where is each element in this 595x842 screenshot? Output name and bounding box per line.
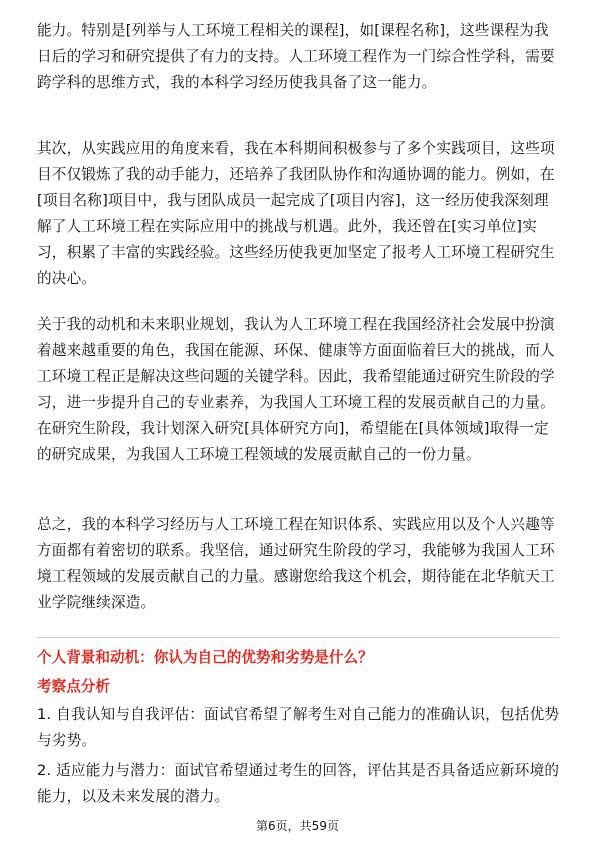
analysis-item-1: 1. 自我认知与自我评估：面试官希望了解考生对自己能力的准确认识，包括优势与劣势。 — [37, 706, 560, 749]
section-divider — [37, 637, 559, 638]
page-footer: 第6页，共59页 — [256, 819, 339, 833]
analysis-heading: 考察点分析 — [37, 678, 110, 695]
interview-question: 个人背景和动机：你认为自己的优势和劣势是什么？ — [37, 649, 373, 666]
paragraph-2: 其次，从实践应用的角度来看，我在本科期间积极参与了多个实践项目，这些项目不仅锻炼了我的动手能力，还培养了我团队协作和沟通协调的能力。例如，在[项目名称]项目中，我与团队成员一起完成了[项目内容]，这一经历使我深刻理解了人工环境工程在实际应用中的挑战与机遇。此外，我还曾在[实习单位]实习，积累了丰富的实践经验。这些经历使我更加坚定了报考人工环境工程研究生的决心。 — [37, 140, 555, 287]
paragraph-4: 总之，我的本科学习经历与人工环境工程在知识体系、实践应用以及个人兴趣等方面都有着密切的联系。我坚信，通过研究生阶段的学习，我能够为我国人工环境工程领域的发展贡献自己的力量。感谢您给我这个机会，期待能在北华航天工业学院继续深造。 — [37, 516, 555, 611]
analysis-item-2: 2. 适应能力与潜力：面试官希望通过考生的回答，评估其是否具备适应新环境的能力，以及未来发展的潜力。 — [37, 762, 560, 805]
paragraph-3: 关于我的动机和未来职业规划，我认为人工环境工程在我国经济社会发展中扮演着越来越重要的角色，我国在能源、环保、健康等方面面临着巨大的挑战，而人工环境工程正是解决这些问题的关键学科。因此，我希望能通过研究生阶段的学习，进一步提升自己的专业素养，为我国人工环境工程的发展贡献自己的力量。在研究生阶段，我计划深入研究[具体研究方向]，希望能在[具体领域]取得一定的研究成果，为我国人工环境工程领域的发展贡献自己的一份力量。 — [37, 316, 555, 463]
paragraph-1: 能力。特别是[列举与人工环境工程相关的课程]，如[课程名称]，这些课程为我日后的学习和研究提供了有力的支持。人工环境工程作为一门综合性学科，需要跨学科的思维方式，我的本科学习经历使我具备了这一能力。 — [37, 22, 555, 91]
